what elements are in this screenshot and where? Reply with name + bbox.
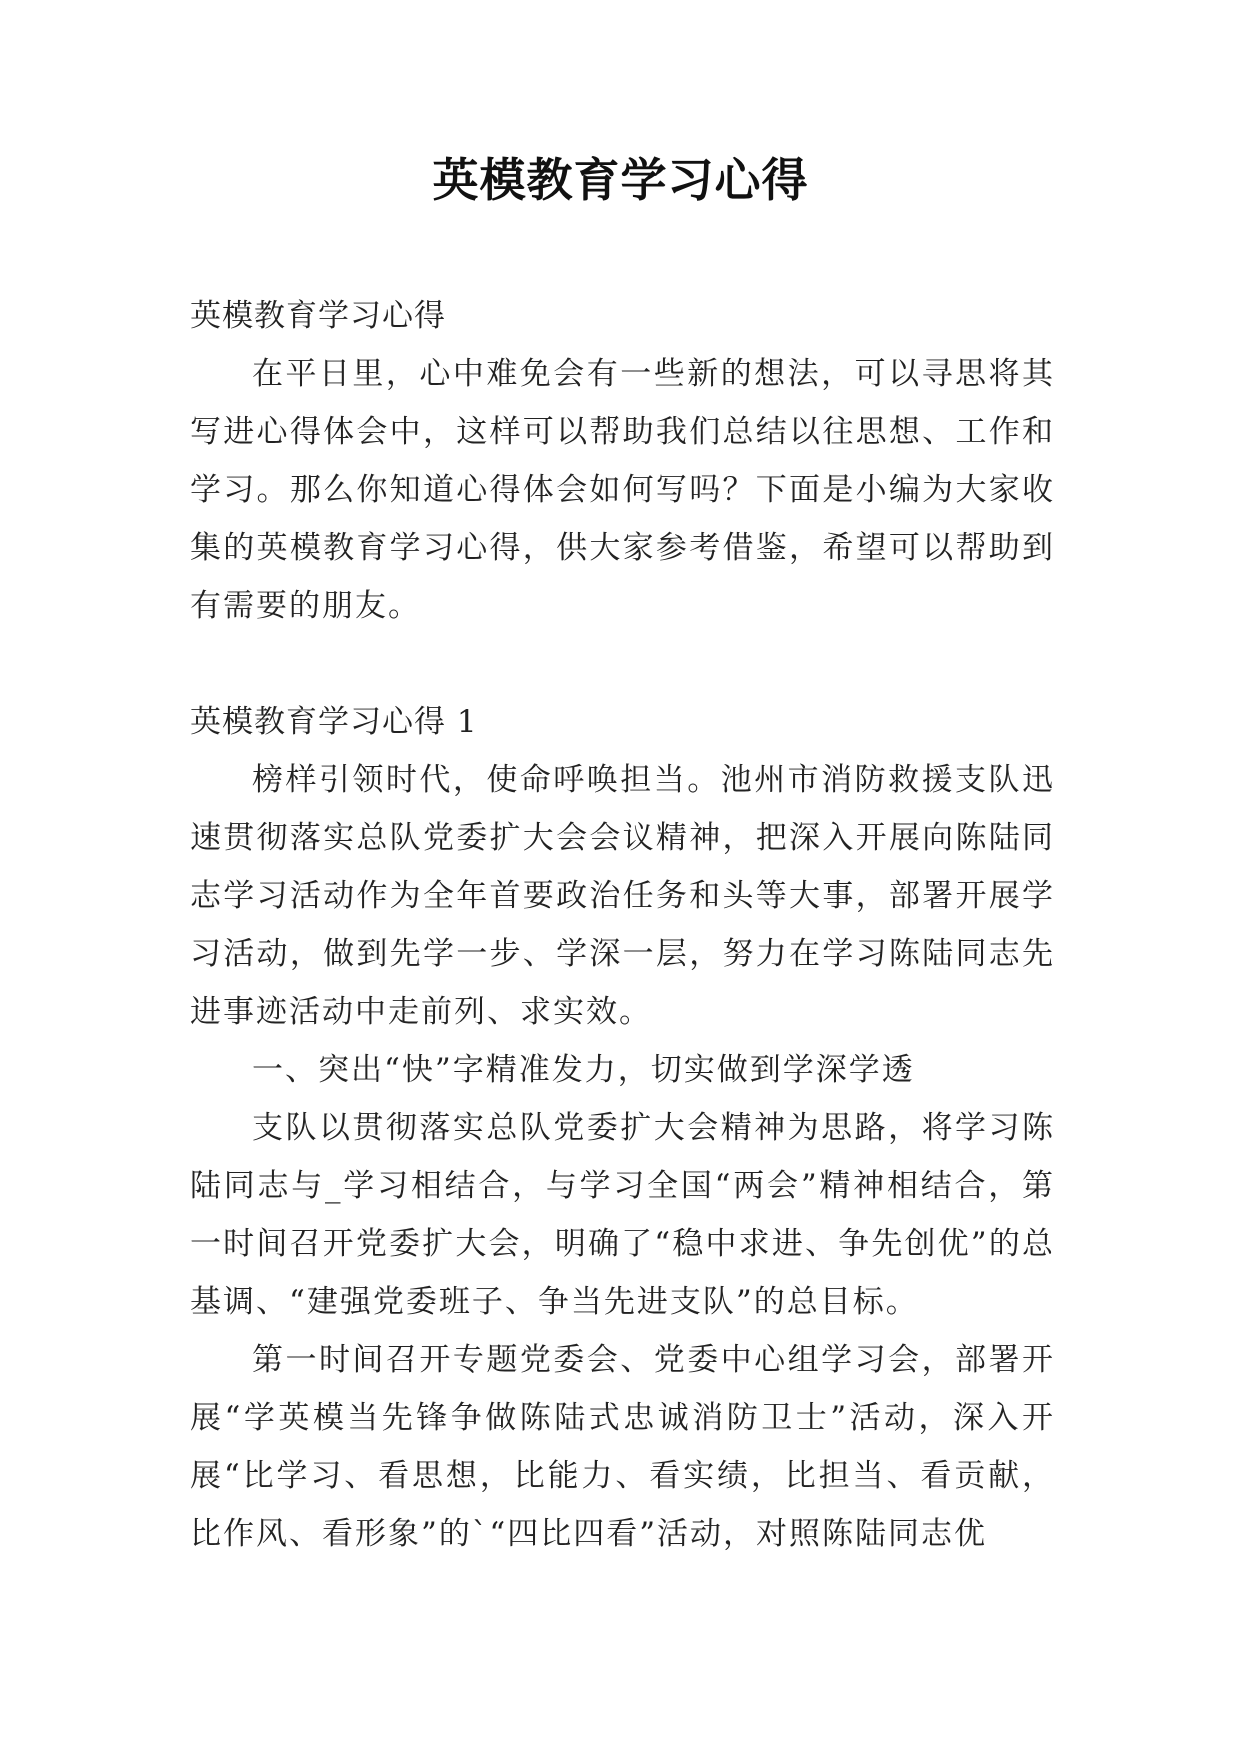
section1-heading: 英模教育学习心得 1 [190,704,478,740]
section1-paragraph-3: 第一时间召开专题党委会、党委中心组学习会，部署开展“学英模当先锋争做陈陆式忠诚消防卫士”活动，深入开展“比学习、看思想，比能力、看实绩，比担当、看贡献，比作风、看形象”的`“四比四看”活动，对照陈陆同志优 [190,1342,1055,1552]
intro-heading: 英模教育学习心得 [190,298,446,334]
document-body [190,287,1055,1563]
section1-paragraph-1: 榜样引领时代，使命呼唤担当。池州市消防救援支队迅速贯彻落实总队党委扩大会会议精神，把深入开展向陈陆同志学习活动作为全年首要政治任务和头等大事，部署开展学习活动，做到先学一步、学深一层，努力在学习陈陆同志先进事迹活动中走前列、求实效。 [190,762,1055,1030]
section1-paragraph-2: 支队以贯彻落实总队党委扩大会精神为思路，将学习陈陆同志与_学习相结合，与学习全国“两会”精神相结合，第一时间召开党委扩大会，明确了“稳中求进、争先创优”的总基调、“建强党委班子、争当先进支队”的总目标。 [190,1110,1055,1320]
section1-subheading: 一、突出“快”字精准发力，切实做到学深学透 [252,1052,915,1088]
intro-paragraph: 在平日里，心中难免会有一些新的想法，可以寻思将其写进心得体会中，这样可以帮助我们总结以往思想、工作和学习。那么你知道心得体会如何写吗？下面是小编为大家收集的英模教育学习心得，供大家参考借鉴，希望可以帮助到有需要的朋友。 [190,356,1055,624]
section-spacer [190,635,1055,693]
document-title: 英模教育学习心得 [432,153,809,207]
